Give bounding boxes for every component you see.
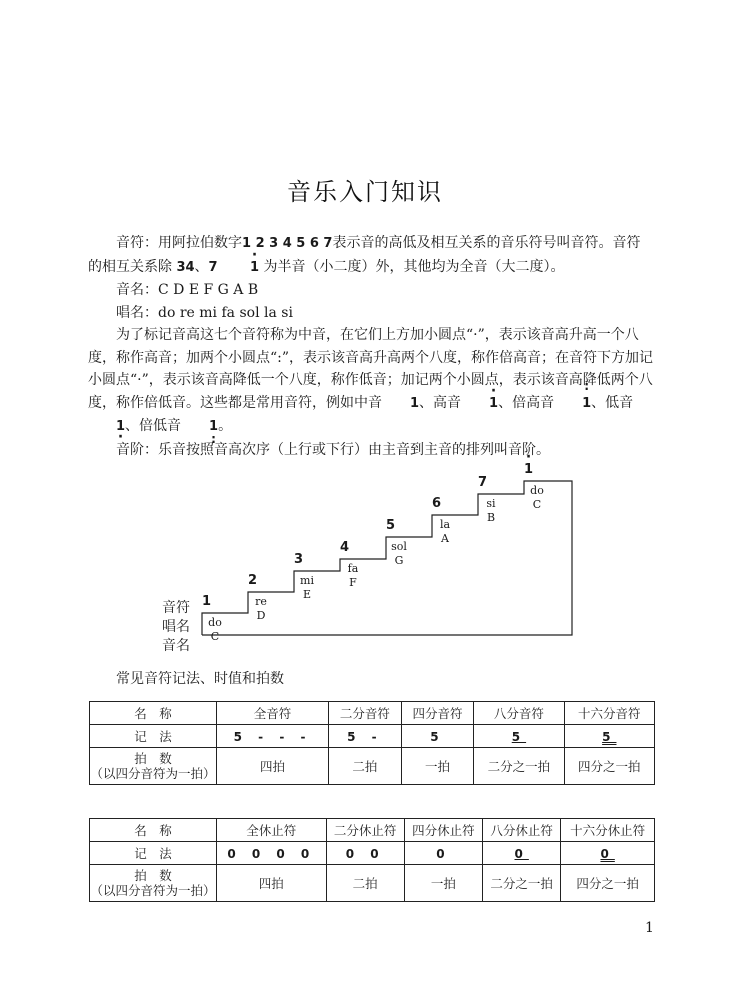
header-cell: 八分休止符 [483, 819, 561, 842]
text-span: 、低音 [591, 394, 634, 411]
step-letter: C [532, 498, 542, 511]
table-beats-row [90, 748, 655, 785]
rest-values-table [89, 818, 655, 902]
beats-cell: 二分之一拍 [474, 748, 564, 785]
row-label-note: 音符 [162, 600, 190, 616]
text-span: 为半音（小二度）外，其他均为全音（大二度）。 [259, 258, 565, 275]
step-letter: C [210, 630, 220, 643]
step-note-number: 5 [386, 518, 396, 533]
beats-cell: 四分之一拍 [564, 748, 654, 785]
beats-cell: 四拍 [217, 748, 329, 785]
table-notation-row [90, 842, 655, 865]
step-note-number: 3 [294, 552, 304, 567]
header-cell: 全音符 [217, 702, 329, 725]
scale-staircase-diagram [150, 455, 590, 660]
header-cell: 八分音符 [474, 702, 564, 725]
eighth-note-notation: 5 [511, 729, 527, 744]
step-letter: F [349, 576, 357, 589]
page-number: 1 [645, 920, 654, 936]
paragraph-note-definition [88, 232, 654, 279]
paragraph-octave-dots [88, 324, 654, 439]
row-label: 记 法 [90, 842, 217, 865]
example-middle-note: 1 [410, 395, 420, 411]
table-header-row [90, 702, 655, 725]
half-rest-notation: 0 0 [345, 846, 385, 861]
intro-text [88, 232, 654, 461]
paragraph-solfege: 唱名：do re mi fa sol la si [116, 304, 293, 321]
semitone-pair-2b: · 1 [222, 257, 259, 280]
example-double-low-note: 1 : [181, 416, 218, 439]
step-solfege: si [486, 497, 496, 510]
row-label: 拍 数 （以四分音符为一拍） [90, 748, 217, 785]
header-cell: 二分音符 [329, 702, 402, 725]
beats-cell: 四拍 [217, 865, 327, 902]
text-span: 、高音 [419, 394, 462, 411]
text-span: 表示音的高低及相互关系的音乐符号叫音符。音符的相互关系除 [88, 235, 641, 275]
row-label: 记 法 [90, 725, 217, 748]
page-title: 音乐入门知识 [287, 178, 443, 206]
example-high-note: · 1 [461, 393, 498, 416]
table-beats-row [90, 865, 655, 902]
eighth-rest-notation: 0 [514, 846, 529, 861]
paragraph-letter-names: 音名：C D E F G A B [116, 282, 259, 298]
text-span: 、倍高音 [498, 394, 555, 411]
half-note-notation: 5 - [347, 729, 383, 744]
header-cell: 十六分休止符 [561, 819, 655, 842]
header-cell: 二分休止符 [326, 819, 404, 842]
step-note-number: 7 [478, 475, 488, 490]
text-span: 为了标记音高这七个音符称为中音，在它们上方加小圆点“·”，表示该音高升高一个八度，称作高音；加两个小圆点“:”，表示该音高升高两个八度，称作倍高音；在音符下方加记小圆点“·”，表示该音高降低一个八度，称作低音；加记两个小圆点，表示该音高降低两个八度，称作倍低音。这些都是常用音符，例如中音 [88, 327, 654, 411]
text-span: 、倍低音 [125, 418, 182, 434]
table-notation-row [90, 725, 655, 748]
step-letter: D [256, 609, 266, 622]
example-double-high-note: : 1 [554, 393, 591, 416]
header-cell: 全休止符 [217, 819, 327, 842]
whole-note-notation: 5 - - - [233, 729, 312, 744]
step-note-number: · 1 [524, 462, 533, 477]
step-note-number: 2 [248, 573, 258, 588]
whole-rest-notation: 0 0 0 0 [227, 846, 316, 861]
step-note-number: 4 [340, 540, 350, 555]
beats-cell: 二拍 [329, 748, 402, 785]
note-values-table [89, 701, 655, 785]
quarter-rest-notation: 0 [436, 846, 451, 861]
step-solfege: re [255, 595, 267, 608]
row-label-solfege: 唱名 [162, 619, 190, 635]
step-solfege: do [208, 616, 222, 629]
sixteenth-note-notation: 5 [602, 729, 617, 744]
step-letter: G [394, 554, 404, 567]
row-label-letter: 音名 [162, 638, 190, 654]
semitone-pair-2a: 7 [208, 259, 218, 275]
step-solfege: sol [391, 540, 407, 553]
beats-cell: 二分之一拍 [483, 865, 561, 902]
beats-cell: 一拍 [401, 748, 474, 785]
step-letter: B [486, 511, 496, 524]
note-digits: 1 2 3 4 5 6 7 [242, 236, 333, 251]
beats-cell: 四分之一拍 [561, 865, 655, 902]
step-letter: A [441, 532, 449, 545]
header-cell: 四分休止符 [404, 819, 482, 842]
step-solfege: do [530, 484, 544, 497]
table-caption: 常见音符记法、时值和拍数 [116, 671, 284, 687]
step-letter: E [302, 588, 312, 601]
header-cell: 名 称 [90, 819, 217, 842]
text-span: 音符：用阿拉伯数字 [116, 235, 242, 251]
step-note-number: 1 [202, 594, 212, 609]
text-span: 。 [218, 418, 233, 434]
table-header-row [90, 819, 655, 842]
step-solfege: la [439, 518, 451, 531]
header-cell: 四分音符 [401, 702, 474, 725]
header-cell: 十六分音符 [564, 702, 654, 725]
beats-cell: 二拍 [326, 865, 404, 902]
paragraph-scale: 音阶：乐音按照音高次序（上行或下行）由主音到主音的排列叫音阶。 [116, 441, 550, 458]
beats-cell: 一拍 [404, 865, 482, 902]
step-note-number: 6 [432, 496, 442, 511]
example-low-note: 1 · [88, 416, 125, 439]
text-span: 、 [194, 258, 209, 275]
quarter-note-notation: 5 [430, 729, 445, 744]
header-cell: 名 称 [90, 702, 217, 725]
row-label: 拍 数 （以四分音符为一拍） [90, 865, 217, 902]
semitone-pair-1: 34 [176, 259, 195, 275]
step-solfege: mi [300, 574, 314, 587]
step-solfege: fa [347, 562, 359, 575]
sixteenth-rest-notation: 0 [600, 846, 615, 861]
